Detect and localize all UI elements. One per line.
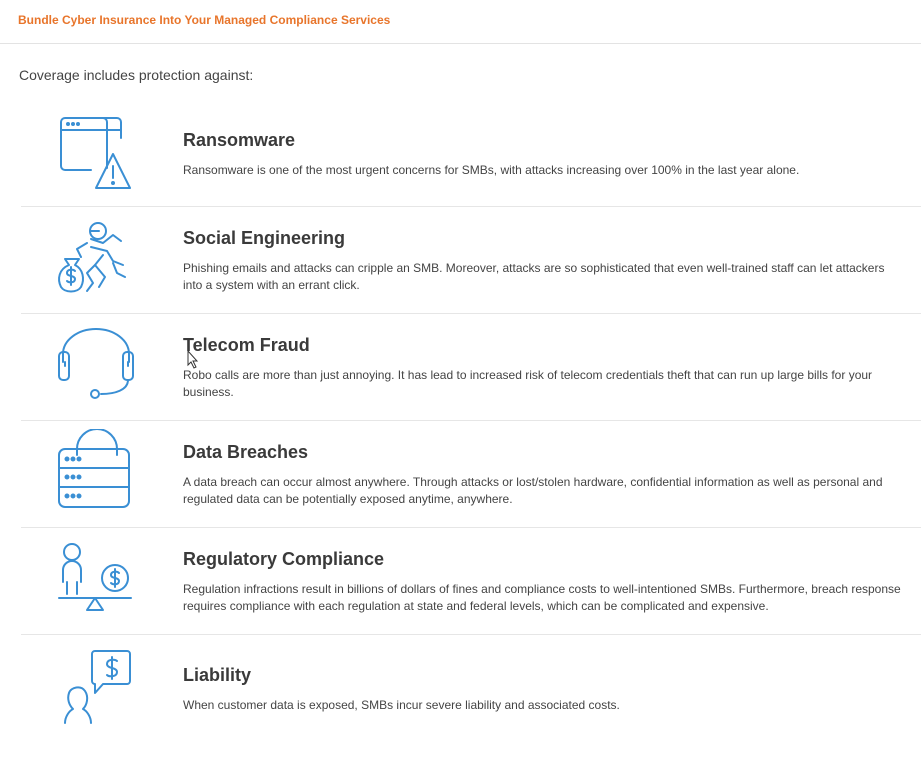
browser-warning-icon [51, 116, 141, 196]
item-description: A data breach can occur almost anywhere. Through attacks or lost/stolen hardware, confidential information as well as personal and regulated data can be potentially exposed anytime, anywhere. [183, 475, 883, 506]
server-lock-icon [51, 429, 141, 509]
intro-text: Coverage includes protection against: [19, 67, 254, 83]
item-title: Ransomware [183, 130, 296, 150]
item-description: When customer data is exposed, SMBs incur severe liability and associated costs. [183, 698, 620, 712]
person-balance-icon [51, 538, 141, 618]
item-description: Robo calls are more than just annoying. It has lead to increased risk of telecom credentials theft that can run up large bills for your business. [183, 368, 873, 399]
coverage-item-social-engineering [21, 207, 921, 314]
page-header [0, 0, 921, 44]
item-title: Liability [183, 665, 252, 685]
page-title: Bundle Cyber Insurance Into Your Managed Compliance Services [18, 13, 391, 27]
thief-money-bag-icon [51, 221, 141, 301]
mouse-cursor-icon [187, 350, 199, 370]
item-description: Phishing emails and attacks can cripple an SMB. Moreover, attacks are so sophisticated that even well-trained staff can let attackers into a system with an errant click. [183, 261, 885, 292]
coverage-item-telecom-fraud [21, 314, 921, 421]
item-description: Ransomware is one of the most urgent concerns for SMBs, with attacks increasing over 100% in the last year alone. [183, 163, 800, 177]
item-title: Regulatory Compliance [183, 549, 385, 569]
item-description: Regulation infractions result in billions of dollars of fines and compliance costs to well-intentioned SMBs. Furthermore, breach response requires compliance with each regulation at state and federal levels, which can be complicated and expensive. [183, 582, 901, 613]
headset-icon [51, 326, 141, 406]
coverage-item-data-breaches [21, 421, 921, 528]
item-title: Telecom Fraud [183, 335, 310, 355]
item-title: Data Breaches [183, 442, 309, 462]
coverage-item-liability [21, 635, 921, 742]
coverage-item-ransomware [21, 100, 921, 207]
person-dollar-speech-icon [51, 647, 141, 727]
item-title: Social Engineering [183, 228, 346, 248]
coverage-item-regulatory-compliance [21, 528, 921, 635]
